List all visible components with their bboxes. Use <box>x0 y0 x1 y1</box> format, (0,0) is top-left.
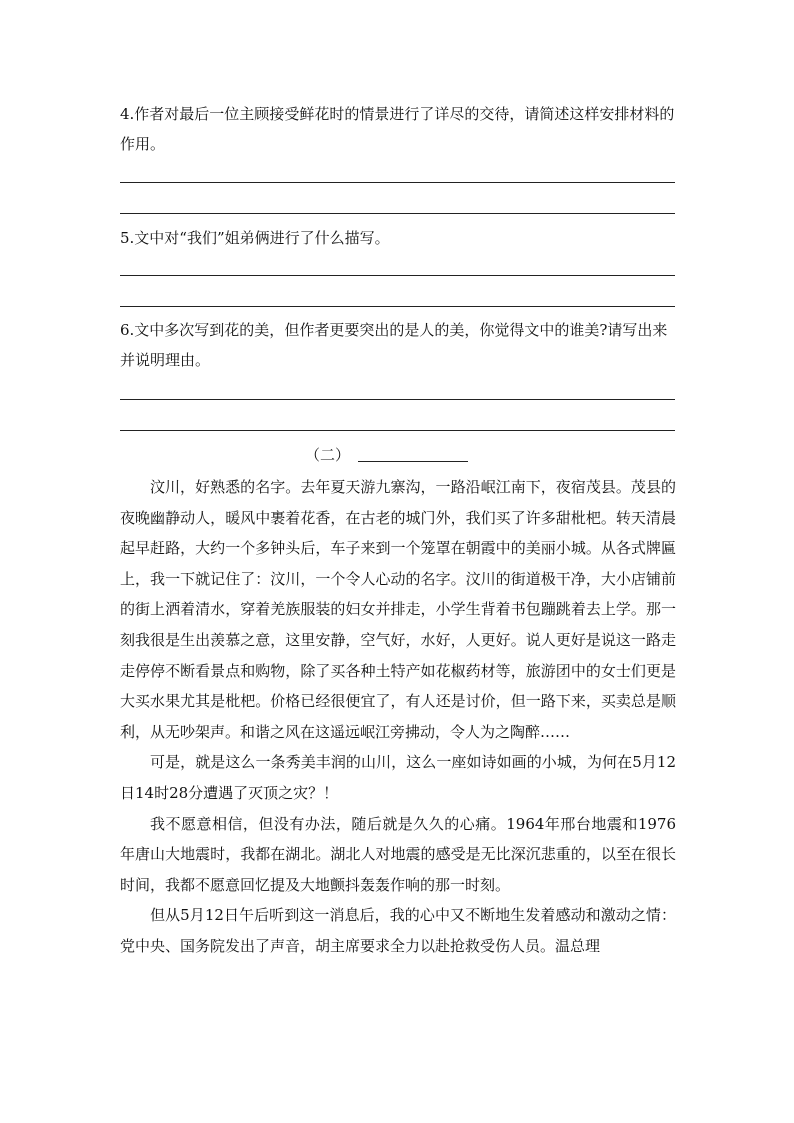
question-4: 4.作者对最后一位主顾接受鲜花时的情景进行了详尽的交待，请简述这样安排材料的作用。 <box>120 105 675 153</box>
passage <box>120 472 676 962</box>
section-number: （二） <box>305 446 351 464</box>
answer-line[interactable] <box>120 182 675 183</box>
answer-line[interactable] <box>120 275 675 276</box>
passage-paragraph: 可是，就是这么一条秀美丰润的山川，这么一座如诗如画的小城，为何在5月12日14时28分遭遇了灭顶之灾？！ <box>120 753 676 802</box>
passage-paragraph: 我不愿意相信，但没有办法，随后就是久久的心痛。1964年邢台地震和1976年唐山大地震时，我都在湖北。湖北人对地震的感受是无比深沉悲重的，以至在很长时间，我都不愿意回忆提及大地颤抖轰轰作响的那一时刻。 <box>120 814 676 894</box>
title-blank-line[interactable] <box>358 445 468 462</box>
answer-line[interactable] <box>120 399 675 400</box>
answer-line[interactable] <box>120 213 675 214</box>
answer-line[interactable] <box>120 306 675 307</box>
question-5: 5.文中对“我们”姐弟俩进行了什么描写。 <box>120 229 390 247</box>
passage-paragraph: 汶川，好熟悉的名字。去年夏天游九寨沟，一路沿岷江南下，夜宿茂县。茂县的夜晚幽静动人，暖风中裹着花香，在古老的城门外，我们买了许多甜枇杷。转天清晨起早赶路，大约一个多钟头后，车子来到一个笼罩在朝霞中的美丽小城。从各式牌匾上，我一下就记住了：汶川，一个令人心动的名字。汶川的街道极干净，大小店铺前的街上洒着清水，穿着羌族服装的妇女并排走，小学生背着书包蹦跳着去上学。那一刻我很是生出羡慕之意，这里安静，空气好，水好，人更好。说人更好是说这一路走走停停不断看景点和购物，除了买各种土特产如花椒药材等，旅游团中的女士们更是大买水果尤其是枇杷。价格已经很便宜了，有人还是讨价，但一路下来，买卖总是顺利，从无吵架声。和谐之风在这遥远岷江旁拂动，令人为之陶醉…… <box>120 478 676 741</box>
answer-line[interactable] <box>120 430 675 431</box>
question-6: 6.文中多次写到花的美，但作者更要突出的是人的美，你觉得文中的谁美?请写出来并说明理由。 <box>120 321 668 369</box>
section-heading <box>305 444 468 466</box>
passage-paragraph: 但从5月12日午后听到这一消息后，我的心中又不断地生发着感动和激动之情：党中央、国务院发出了声音，胡主席要求全力以赴抢救受伤人员。温总理 <box>120 906 676 955</box>
